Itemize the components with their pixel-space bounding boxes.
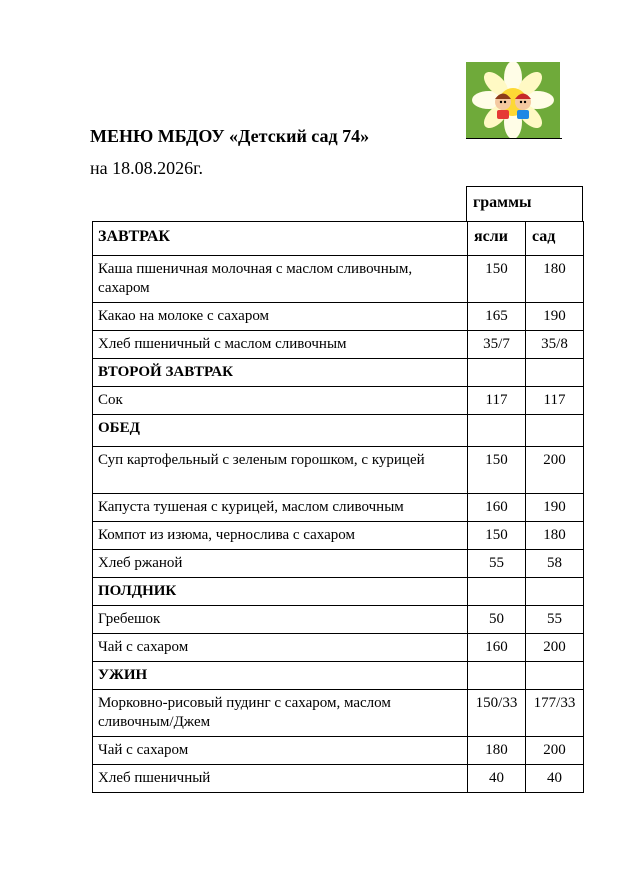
garden-grams: 58	[526, 550, 584, 578]
nursery-grams: 150	[468, 522, 526, 550]
table-row	[93, 387, 584, 415]
table-row	[93, 331, 584, 359]
section-row	[93, 415, 584, 447]
empty-cell	[526, 662, 584, 690]
dish-name: Хлеб пшеничный	[93, 765, 468, 793]
table-row	[93, 494, 584, 522]
table-row	[93, 606, 584, 634]
page-title: МЕНЮ МБДОУ «Детский сад 74»	[90, 126, 370, 146]
nursery-grams: 160	[468, 634, 526, 662]
nursery-grams: 160	[468, 494, 526, 522]
section-title: ПОЛДНИК	[93, 578, 468, 606]
section-title: ВТОРОЙ ЗАВТРАК	[93, 359, 468, 387]
nursery-grams: 150	[468, 447, 526, 494]
garden-grams: 35/8	[526, 331, 584, 359]
dish-name: Чай с сахаром	[93, 634, 468, 662]
empty-cell	[468, 359, 526, 387]
col-garden-header: сад	[526, 222, 584, 256]
nursery-grams: 117	[468, 387, 526, 415]
garden-grams: 180	[526, 522, 584, 550]
dish-name: Каша пшеничная молочная с маслом сливочным, сахаром	[93, 256, 468, 303]
empty-cell	[526, 359, 584, 387]
dish-name: Морковно-рисовый пудинг с сахаром, маслом сливочным/Джем	[93, 690, 468, 737]
section-title: ЗАВТРАК	[93, 222, 468, 256]
table-row	[93, 634, 584, 662]
garden-grams: 177/33	[526, 690, 584, 737]
garden-grams: 40	[526, 765, 584, 793]
section-row	[93, 359, 584, 387]
table-row	[93, 256, 584, 303]
garden-grams: 200	[526, 737, 584, 765]
dish-name: Компот из изюма, чернослива с сахаром	[93, 522, 468, 550]
dish-name: Хлеб ржаной	[93, 550, 468, 578]
menu-table	[92, 221, 584, 793]
nursery-grams: 50	[468, 606, 526, 634]
dish-name: Хлеб пшеничный с маслом сливочным	[93, 331, 468, 359]
section-row	[93, 578, 584, 606]
garden-grams: 117	[526, 387, 584, 415]
nursery-grams: 165	[468, 303, 526, 331]
nursery-grams: 35/7	[468, 331, 526, 359]
dish-name: Какао на молоке с сахаром	[93, 303, 468, 331]
grams-label: граммы	[473, 194, 532, 211]
nursery-grams: 40	[468, 765, 526, 793]
dish-name: Чай с сахаром	[93, 737, 468, 765]
nursery-grams: 55	[468, 550, 526, 578]
menu-date: на 18.08.2026г.	[90, 158, 203, 178]
table-row	[93, 737, 584, 765]
col-nursery-header: ясли	[468, 222, 526, 256]
dish-name: Капуста тушеная с курицей, маслом сливочным	[93, 494, 468, 522]
table-row	[93, 303, 584, 331]
dish-name: Гребешок	[93, 606, 468, 634]
garden-grams: 180	[526, 256, 584, 303]
table-row	[93, 765, 584, 793]
garden-grams: 190	[526, 494, 584, 522]
table-header-row	[93, 222, 584, 256]
section-title: ОБЕД	[93, 415, 468, 447]
nursery-grams: 150	[468, 256, 526, 303]
nursery-grams: 150/33	[468, 690, 526, 737]
table-row	[93, 447, 584, 494]
garden-grams: 200	[526, 634, 584, 662]
kindergarten-logo-icon	[466, 62, 560, 138]
garden-grams: 190	[526, 303, 584, 331]
grams-header-box	[466, 186, 583, 221]
garden-grams: 200	[526, 447, 584, 494]
empty-cell	[468, 662, 526, 690]
dish-name: Суп картофельный с зеленым горошком, с курицей	[93, 447, 468, 494]
section-row	[93, 662, 584, 690]
dish-name: Сок	[93, 387, 468, 415]
logo-underline	[466, 138, 562, 139]
section-title: УЖИН	[93, 662, 468, 690]
table-row	[93, 690, 584, 737]
empty-cell	[468, 578, 526, 606]
nursery-grams: 180	[468, 737, 526, 765]
empty-cell	[526, 415, 584, 447]
table-row	[93, 550, 584, 578]
empty-cell	[468, 415, 526, 447]
garden-grams: 55	[526, 606, 584, 634]
empty-cell	[526, 578, 584, 606]
table-row	[93, 522, 584, 550]
